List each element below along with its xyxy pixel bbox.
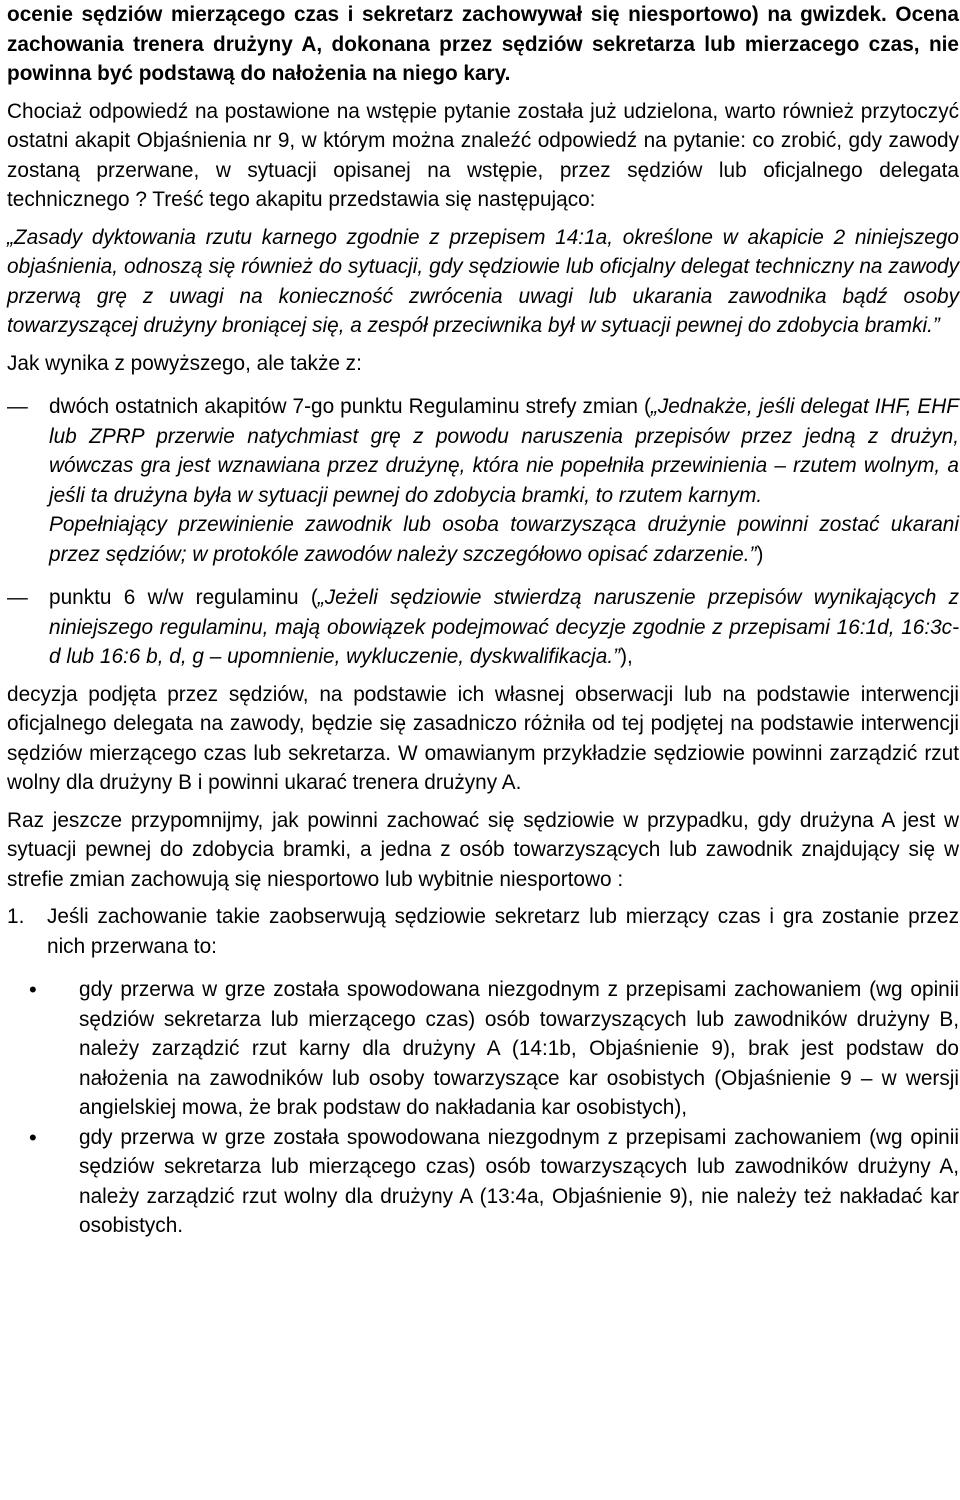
- numbered-item-marker: 1.: [7, 905, 25, 928]
- dash-marker: —: [7, 586, 28, 609]
- quoted-rule: „Zasady dyktowania rzutu karnego zgodnie z przepisem 14:1a, określone w akapicie 2 niniejszego objaśnienia, odnoszą się również do sytuacji, gdy sędziowie lub oficjalny delegat techniczny na zawody przerwą grę z uwagi na konieczność zwrócenia uwagi lub ukarania zawodnika bądź osoby towarzyszącej drużyny broniącej się, a zespół przeciwnika był w sytuacji pewnej do zdobycia bramki.”: [7, 225, 959, 337]
- paragraph-decision: decyzja podjęta przez sędziów, na podstawie ich własnej obserwacji lub na podstawie interwencji oficjalnego delegata na zawody, będzie się zasadniczo różniła od tej podjętej na podstawie interwencji sędziów mierzącego czas lub sekretarza. W omawianym przykładzie sędziowie powinni zarządzić rzut wolny dla drużyny B i powinni ukarać trenera drużyny A.: [7, 682, 959, 794]
- dash-item-prefix: punktu 6 w/w regulaminu (: [49, 586, 318, 609]
- dash-item-quote: „Jednakże, jeśli delegat IHF, EHF lub ZPRP przerwie natychmiast grę z powodu naruszenia przepisów przez jedną z drużyn, wówczas gra jest wznawiana przez drużynę, która nie popełniła przewinienia – rzutem wolnym, a jeśli ta drużyna była w sytuacji pewnej do zdobycia bramki, to rzutem karnym.: [49, 395, 959, 507]
- document-page: [7, 0, 959, 1241]
- dash-item-substitution-zone: [7, 392, 959, 569]
- dash-item-text: [49, 392, 959, 510]
- bullet-item-team-b: [7, 975, 959, 1123]
- paragraph-explanation-9: Chociaż odpowiedź na postawione na wstępie pytanie została już udzielona, warto również przytoczyć ostatni akapit Objaśnienia nr 9, w którym można znaleźć odpowiedź na pytanie: co zrobić, gdy zawody zostaną przerwane, w sytuacji opisanej na wstępie, przez sędziów lub oficjalnego delegata technicznego ? Treść tego akapitu przedstawia się następująco:: [7, 99, 959, 211]
- numbered-item-1: [7, 902, 959, 961]
- lead-in-paragraph: Jak wynika z powyższego, ale także z:: [7, 351, 362, 375]
- dash-item-text: [49, 583, 959, 672]
- bullet-marker: •: [29, 977, 37, 1002]
- dash-item-prefix: dwóch ostatnich akapitów 7-go punktu Regulaminu strefy zmian (: [49, 395, 651, 418]
- dash-item-quote: „Jeżeli sędziowie stwierdzą naruszenie przepisów wynikających z niniejszego regulaminu, mają obowiązek podejmować decyzje zgodnie z przepisami 16:1d, 16:3c-d lub 16:6 b, d, g – upomnienie, wykluczenie, dyskwalifikacja.”: [49, 586, 959, 668]
- bullet-marker: •: [29, 1124, 37, 1150]
- dash-item-suffix: ),: [620, 645, 633, 668]
- dash-marker: —: [7, 395, 28, 418]
- bullet-item-team-a: [7, 1123, 959, 1241]
- bullet-item-text: gdy przerwa w grze została spowodowana niezgodnym z przepisami zachowaniem (wg opinii sędziów sekretarza lub mierzącego czas) osób towarzyszących lub zawodników drużyny B, należy zarządzić rzut karny dla drużyny A (14:1b, Objaśnienie 9), brak jest podstaw do nałożenia na zawodników lub osoby towarzyszące kar osobistych (Objaśnienie 9 – w wersji angielskiej mowa, że brak podstaw do nakładania kar osobistych),: [79, 978, 959, 1119]
- numbered-item-text: Jeśli zachowanie takie zaobserwują sędziowie sekretarz lub mierzący czas i gra zostanie przez nich przerwana to:: [47, 905, 959, 958]
- dash-item-quote-2: Popełniający przewinienie zawodnik lub osoba towarzysząca drużynie powinni zostać ukarani przez sędziów; w protokóle zawodów należy szczegółowo opisać zdarzenie.”: [49, 513, 959, 566]
- intro-paragraph: ocenie sędziów mierzącego czas i sekretarz zachowywał się niesportowo) na gwizdek. Ocena zachowania trenera drużyny A, dokonana przez sędziów sekretarza lub mierzacego czas, nie powinna być podstawą do nałożenia na niego kary.: [7, 3, 959, 85]
- dash-item-regulation-point-6: [7, 583, 959, 672]
- paragraph-reminder: Raz jeszcze przypomnijmy, jak powinni zachować się sędziowie w przypadku, gdy drużyna A jest w sytuacji pewnej do zdobycia bramki, a jedna z osób towarzyszących lub zawodnik znajdujący się w strefie zmian zachowują się niesportowo lub wybitnie niesportowo :: [7, 808, 959, 891]
- bullet-item-text: gdy przerwa w grze została spowodowana niezgodnym z przepisami zachowaniem (wg opinii sędziów sekretarza lub mierzącego czas) osób towarzyszących lub zawodników drużyny A, należy zarządzić rzut wolny dla drużyny A (13:4a, Objaśnienie 9), nie należy też nakładać kar osobistych.: [79, 1125, 959, 1237]
- dash-item-suffix: ): [756, 542, 764, 566]
- dash-item-continuation: [49, 510, 959, 569]
